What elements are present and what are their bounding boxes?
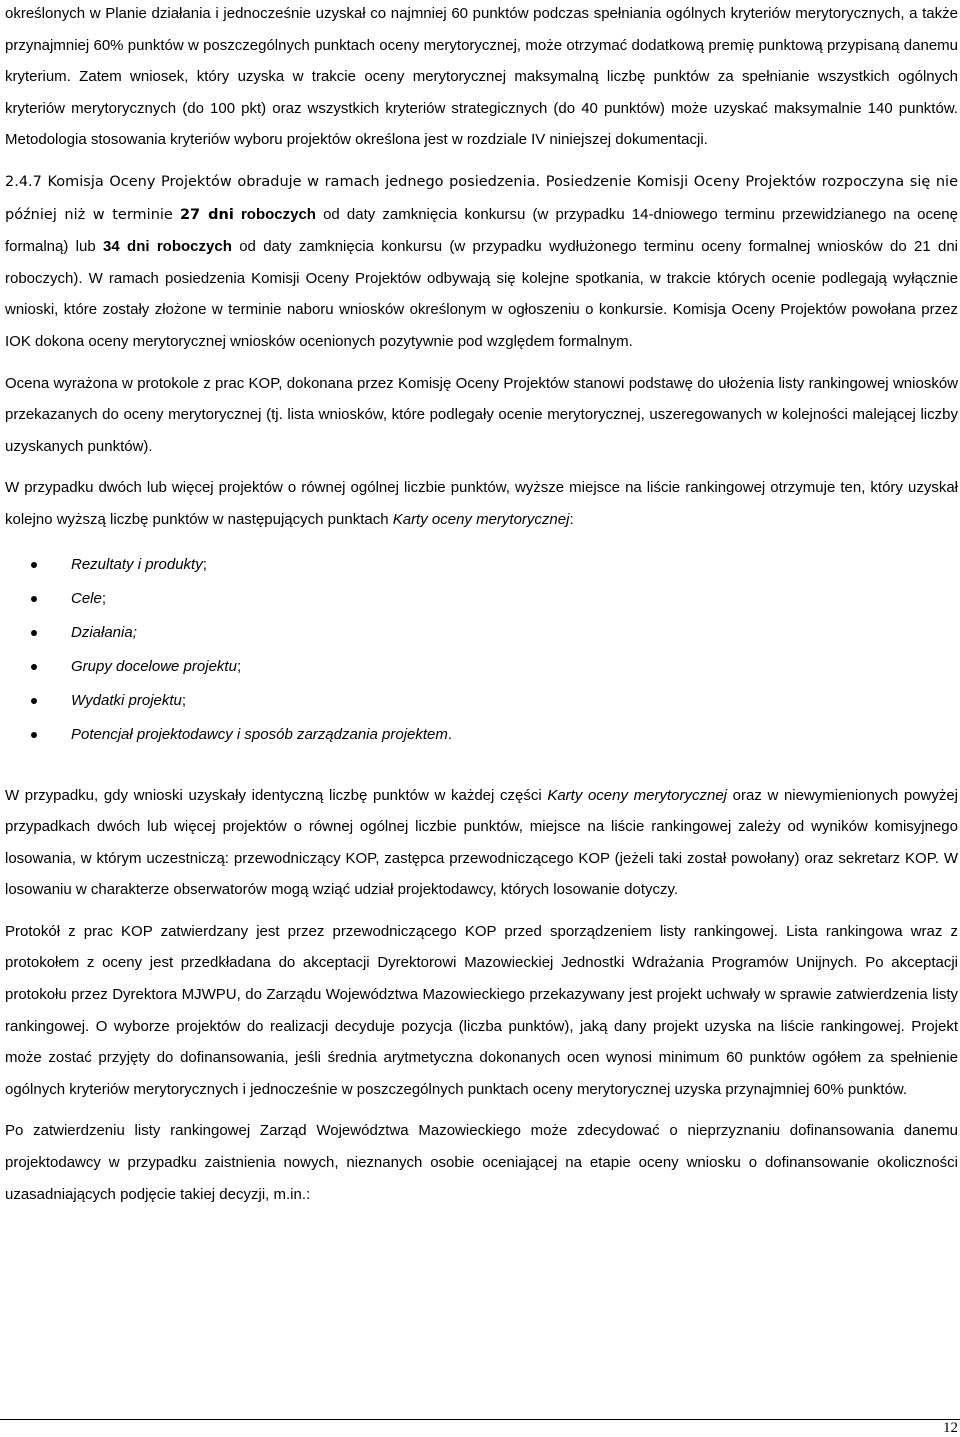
footer-divider [0,1419,960,1420]
bold-term: roboczych [240,205,316,223]
page-number: 12 [943,1420,958,1436]
italic-term: Karty oceny merytorycznej [547,786,727,804]
paragraph-text: od daty zamknięcia konkursu (w przypadku wydłużonego terminu oceny formalnej wniosków do 21 dni roboczych). W ramach posiedzenia Komisji Oceny Projektów odbywają się kolejne spotkania, w trakcie których ocenie podlegają wyłącznie wnioski, które zostały złożone w terminie naboru wniosków określonym w ogłoszeniu o konkursie. Komisja Oceny Projektów powołana przez IOK dokona oceny merytorycznej wniosków ocenionych pozytywnie pod względem formalnym. [5,238,959,350]
document-page [5,0,958,1210]
paragraph-tie-break [5,472,958,535]
bold-term: 34 dni roboczych [103,238,232,256]
bold-term: 27 dni [179,206,234,223]
paragraph-protocol-approval [5,916,958,1106]
list-item-suffix: ; [236,657,242,675]
paragraph-premium-points [5,0,958,156]
list-item [5,650,958,684]
italic-term: Karty oceny merytorycznej [392,510,570,528]
list-item [5,718,958,752]
list-item [5,548,958,582]
bullet-icon [31,664,37,670]
list-item-suffix: ; [101,589,107,607]
paragraph-text: Po zatwierdzeniu listy rankingowej Zarząd Województwa Mazowieckiego może zdecydować o nieprzyznaniu dofinansowania danemu projektodawcy w przypadku zaistnienia nowych, nieznanych osobie oceniającej na etapie oceny wniosku o dofinansowanie okoliczności uzasadniających podjęcie takiej decyzji, m.in.: [5,1122,958,1203]
paragraph-text: Ocena wyrażona w protokole z prac KOP, dokonana przez Komisję Oceny Projektów stanowi podstawę do ułożenia listy rankingowej wniosków przekazanych do oceny merytorycznej (tj. lista wniosków, które podlegały ocenie merytorycznej, uszeregowanych w kolejności malejącej liczby uzyskanych punktów). [5,374,958,455]
paragraph-text: określonych w Planie działania i jednocześnie uzyskał co najmniej 60 punktów podczas spełniania ogólnych kryteriów merytorycznych, a także przynajmniej 60% punktów w poszczególnych punktach oceny merytorycznej, może otrzymać dodatkową premię punktową przypisaną danemu kryterium. Zatem wniosek, który uzyska w trakcie oceny merytorycznej maksymalną liczbę punktów za spełnianie wszystkich ogólnych kryteriów merytorycznych (do 100 pkt) oraz wszystkich kryteriów strategicznych (do 40 punktów) może uzyskać maksymalnie 140 punktów. Metodologia stosowania kryteriów wyboru projektów określona jest w rozdziale IV niniejszej dokumentacji. [5,5,958,149]
paragraph-text: W przypadku dwóch lub więcej projektów o równej ogólnej liczbie punktów, wyższe miejsce na liście rankingowej otrzymuje ten, który uzyskał kolejno wyższą liczbę punktów w następujących punktach [5,479,958,528]
list-item [5,582,958,616]
paragraph-text: W przypadku, gdy wnioski uzyskały identyczną liczbę punktów w każdej części [5,786,542,804]
bullet-icon [31,732,37,738]
list-item-suffix: . [447,725,453,743]
paragraph-text: Protokół z prac KOP zatwierdzany jest przez przewodniczącego KOP przed sporządzeniem listy rankingowej. Lista rankingowa wraz z protokołem z oceny jest przedkładana do akceptacji Dyrektorowi Mazowieckiej Jednostki Wdrażania Programów Unijnych. Po akceptacji protokołu przez Dyrektora MJWPU, do Zarządu Województwa Mazowieckiego przekazywany jest projekt uchwały w sprawie zatwierdzenia listy rankingowej. O wyborze projektów do realizacji decyduje pozycja (liczba punktów), jaką dany projekt uzyska na liście rankingowej. Projekt może zostać przyjęty do dofinansowania, jeśli średnia arytmetyczna dokonanych ocen wynosi minimum 60 punktów ogółem za spełnienie ogólnych kryteriów merytorycznych i jednocześnie w poszczególnych punktach oceny merytorycznej uzyska przynajmniej 60% punktów. [5,922,958,1098]
list-item-label: Wydatki projektu [71,691,182,709]
paragraph-text: od daty zamknięcia konkursu (w przypadku 14-dniowego terminu przewidzianego na ocenę formalną) lub [5,205,958,256]
paragraph-ranking-basis [5,368,958,463]
list-item-label: Rezultaty i produkty [71,555,203,573]
paragraph-board-decision [5,1115,958,1210]
section-text: 2.4.7 Komisja Oceny Projektów obraduje w ramach jednego posiedzenia. Posiedzenie Komisji Oceny Projektów rozpoczyna się nie później niż w terminie [5,173,958,223]
list-item-suffix: ; [202,555,207,573]
paragraph-section-2-4-7 [5,166,958,358]
bullet-icon [31,698,37,704]
list-item-suffix: ; [181,691,187,709]
list-item [5,616,958,650]
list-item-label: Grupy docelowe projektu [71,657,237,675]
paragraph-text: oraz w niewymienionych powyżej przypadkach dwóch lub więcej projektów o równej ogólnej liczbie punktów, miejsce na liście rankingowej zależy od wyników komisyjnego losowania, w którym uczestniczą: przewodniczący KOP, zastępca przewodniczącego KOP (jeżeli taki został powołany) oraz sekretarz KOP. W losowaniu w charakterze obserwatorów mogą wziąć udział projektodawcy, których losowanie dotyczy. [5,786,959,899]
list-item-label: Działania; [71,623,137,641]
criteria-list [5,548,958,752]
list-item [5,684,958,718]
list-item-label: Cele [71,589,102,607]
bullet-icon [31,562,37,568]
list-item-label: Potencjał projektodawcy i sposób zarządzania projektem [71,725,448,743]
paragraph-lottery [5,780,958,906]
bullet-icon [31,596,37,602]
punctuation: : [569,510,574,528]
bullet-icon [31,630,37,636]
